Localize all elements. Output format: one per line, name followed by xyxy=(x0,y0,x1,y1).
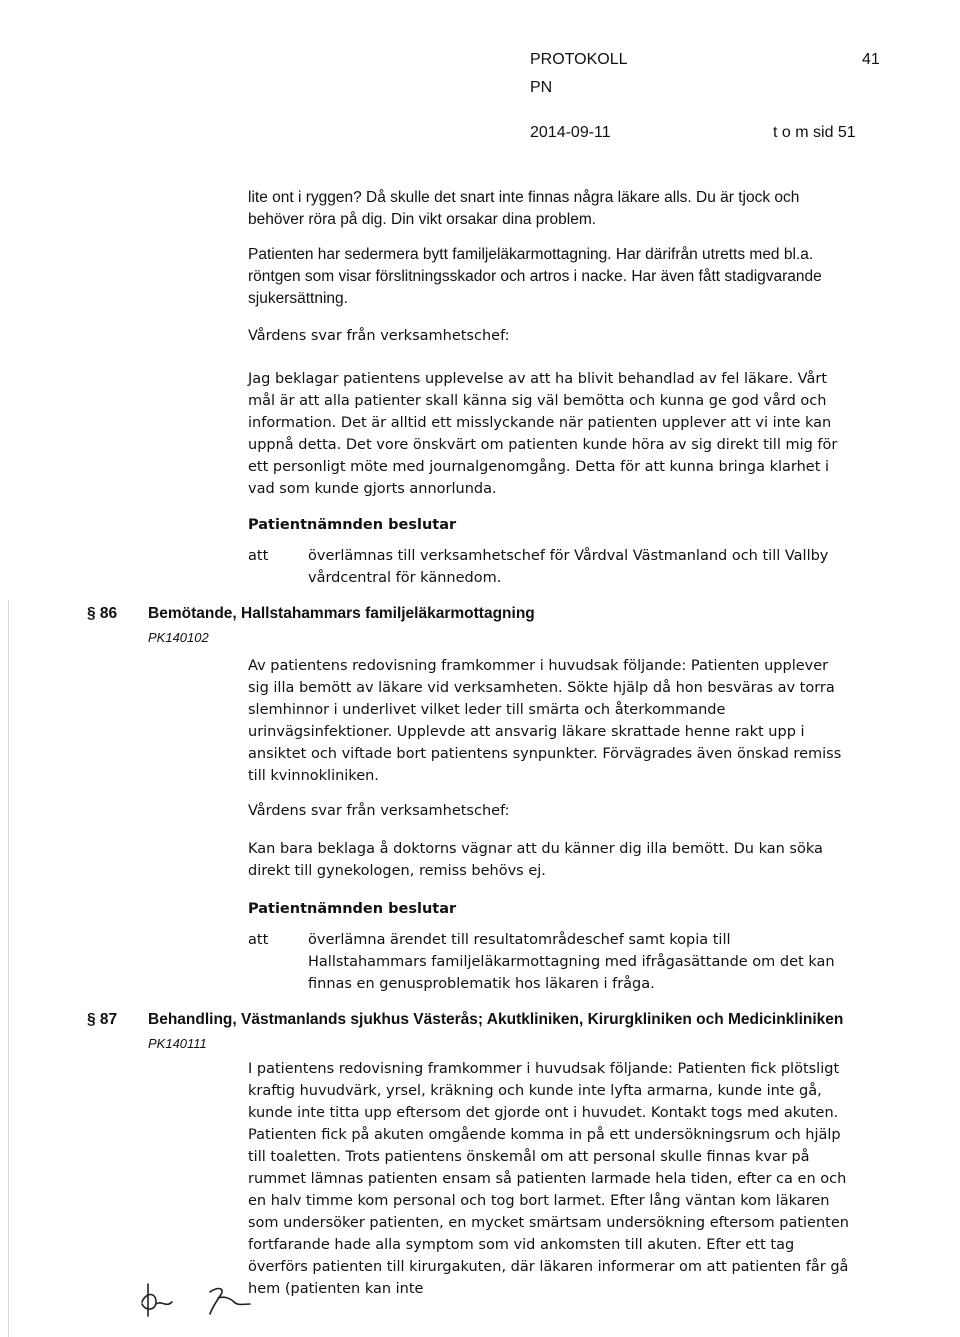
case-paragraph: Av patientens redovisning framkommer i huvudsak följande: Patienten upplever sig illa bemött av läkare vid verksamheten. Sökte hjälp då hon besväras av torra slemhinnor i underlivet vilket leder till smärta och återkommande urinvägsinfektioner. Upplevde att ansvarig läkare skrattade henne rakt upp i ansiktet och viftade bort patientens synpunkter. Förvägrades även önskad remiss till kvinnokliniken. xyxy=(248,658,842,784)
decision-label: att xyxy=(248,932,269,948)
protocol-date: 2014-09-11 xyxy=(530,124,611,141)
protocol-title: PROTOKOLL xyxy=(530,51,628,68)
case-paragraph: lite ont i ryggen? Då skulle det snart inte finnas några läkare alls. Du är tjock och behöver röra på dig. Din vikt orsakar dina problem. xyxy=(248,189,800,228)
decision-heading: Patientnämnden beslutar xyxy=(248,901,457,917)
scan-margin-line xyxy=(8,600,9,1337)
reply-heading: Vårdens svar från verksamhetschef: xyxy=(248,803,510,819)
section-number: § 87 xyxy=(87,1011,118,1028)
section-title: Behandling, Västmanlands sjukhus Västerås; Akutkliniken, Kirurgkliniken och Medicinkliniken xyxy=(148,1011,844,1028)
section-number: § 86 xyxy=(87,605,118,622)
page-number: 41 xyxy=(862,51,880,68)
reply-text: Kan bara beklaga å doktorns vägnar att du känner dig illa bemött. Du kan söka direkt till gynekologen, remiss behövs ej. xyxy=(248,841,823,879)
decision-text: överlämnas till verksamhetschef för Vårdval Västmanland och till Vallby vårdcentral för kännedom. xyxy=(308,548,829,586)
reply-heading: Vårdens svar från verksamhetschef: xyxy=(248,328,510,344)
case-paragraph: Patienten har sedermera bytt familjeläkarmottagning. Har därifrån utretts med bl.a. röntgen som visar förslitningsskador och artros i nacke. Har även fått stadigvarande sjukersättning. xyxy=(248,246,822,307)
decision-label: att xyxy=(248,548,269,564)
case-id: PK140102 xyxy=(148,630,209,645)
case-paragraph: I patientens redovisning framkommer i huvudsak följande: Patienten fick plötsligt kraftig huvudvärk, yrsel, kräkning och kunde inte lyfta armarna, kunde inte gå, kunde inte titta upp eftersom det gjorde ont i huvudet. Kontakt togs med akuten. Patienten fick på akuten omgående komma in på ett undersökningsrum och hjälp till toaletten. Trots patientens önskemål om att personal skulle finnas kvar på rummet lämnas patienten ensam så patienten larmade hela tiden, efter ca en och en halv timme kom personal och tog bort larmet. Efter lång väntan kom läkaren som undersöker patienten, en mycket smärtsam undersökning eftersom patienten fortfarande hade alla symptom som vid ankomsten till akuten. Efter ett tag överförs patienten till kirurgakuten, där läkaren informerar om att patienten får gå hem (patienten kan inte xyxy=(248,1061,849,1297)
case-id: PK140111 xyxy=(148,1036,207,1051)
decision-text: överlämna ärendet till resultatområdeschef samt kopia till Hallstahammars familjeläkarmottagning med ifrågasättande om det kan finnas en genusproblematik hos läkaren i fråga. xyxy=(308,932,835,992)
signature-initials-icon xyxy=(140,1278,280,1322)
reply-text: Jag beklagar patientens upplevelse av att ha blivit behandlad av fel läkare. Vårt mål är att alla patienter skall känna sig väl bemötta och kunna ge god vård och information. Det är alltid ett misslyckande när patienten upplever att vi inte kan uppnå detta. Det vore önskvärt om patienten kunde höra av sig direkt till mig för ett personligt möte med journalgenomgång. Detta för att kunna bringa klarhet i vad som kunde gjorts annorlunda. xyxy=(248,371,838,497)
page-range: t o m sid 51 xyxy=(773,124,856,141)
protocol-subtitle: PN xyxy=(530,79,553,96)
section-title: Bemötande, Hallstahammars familjeläkarmottagning xyxy=(148,605,535,622)
decision-heading: Patientnämnden beslutar xyxy=(248,517,457,533)
